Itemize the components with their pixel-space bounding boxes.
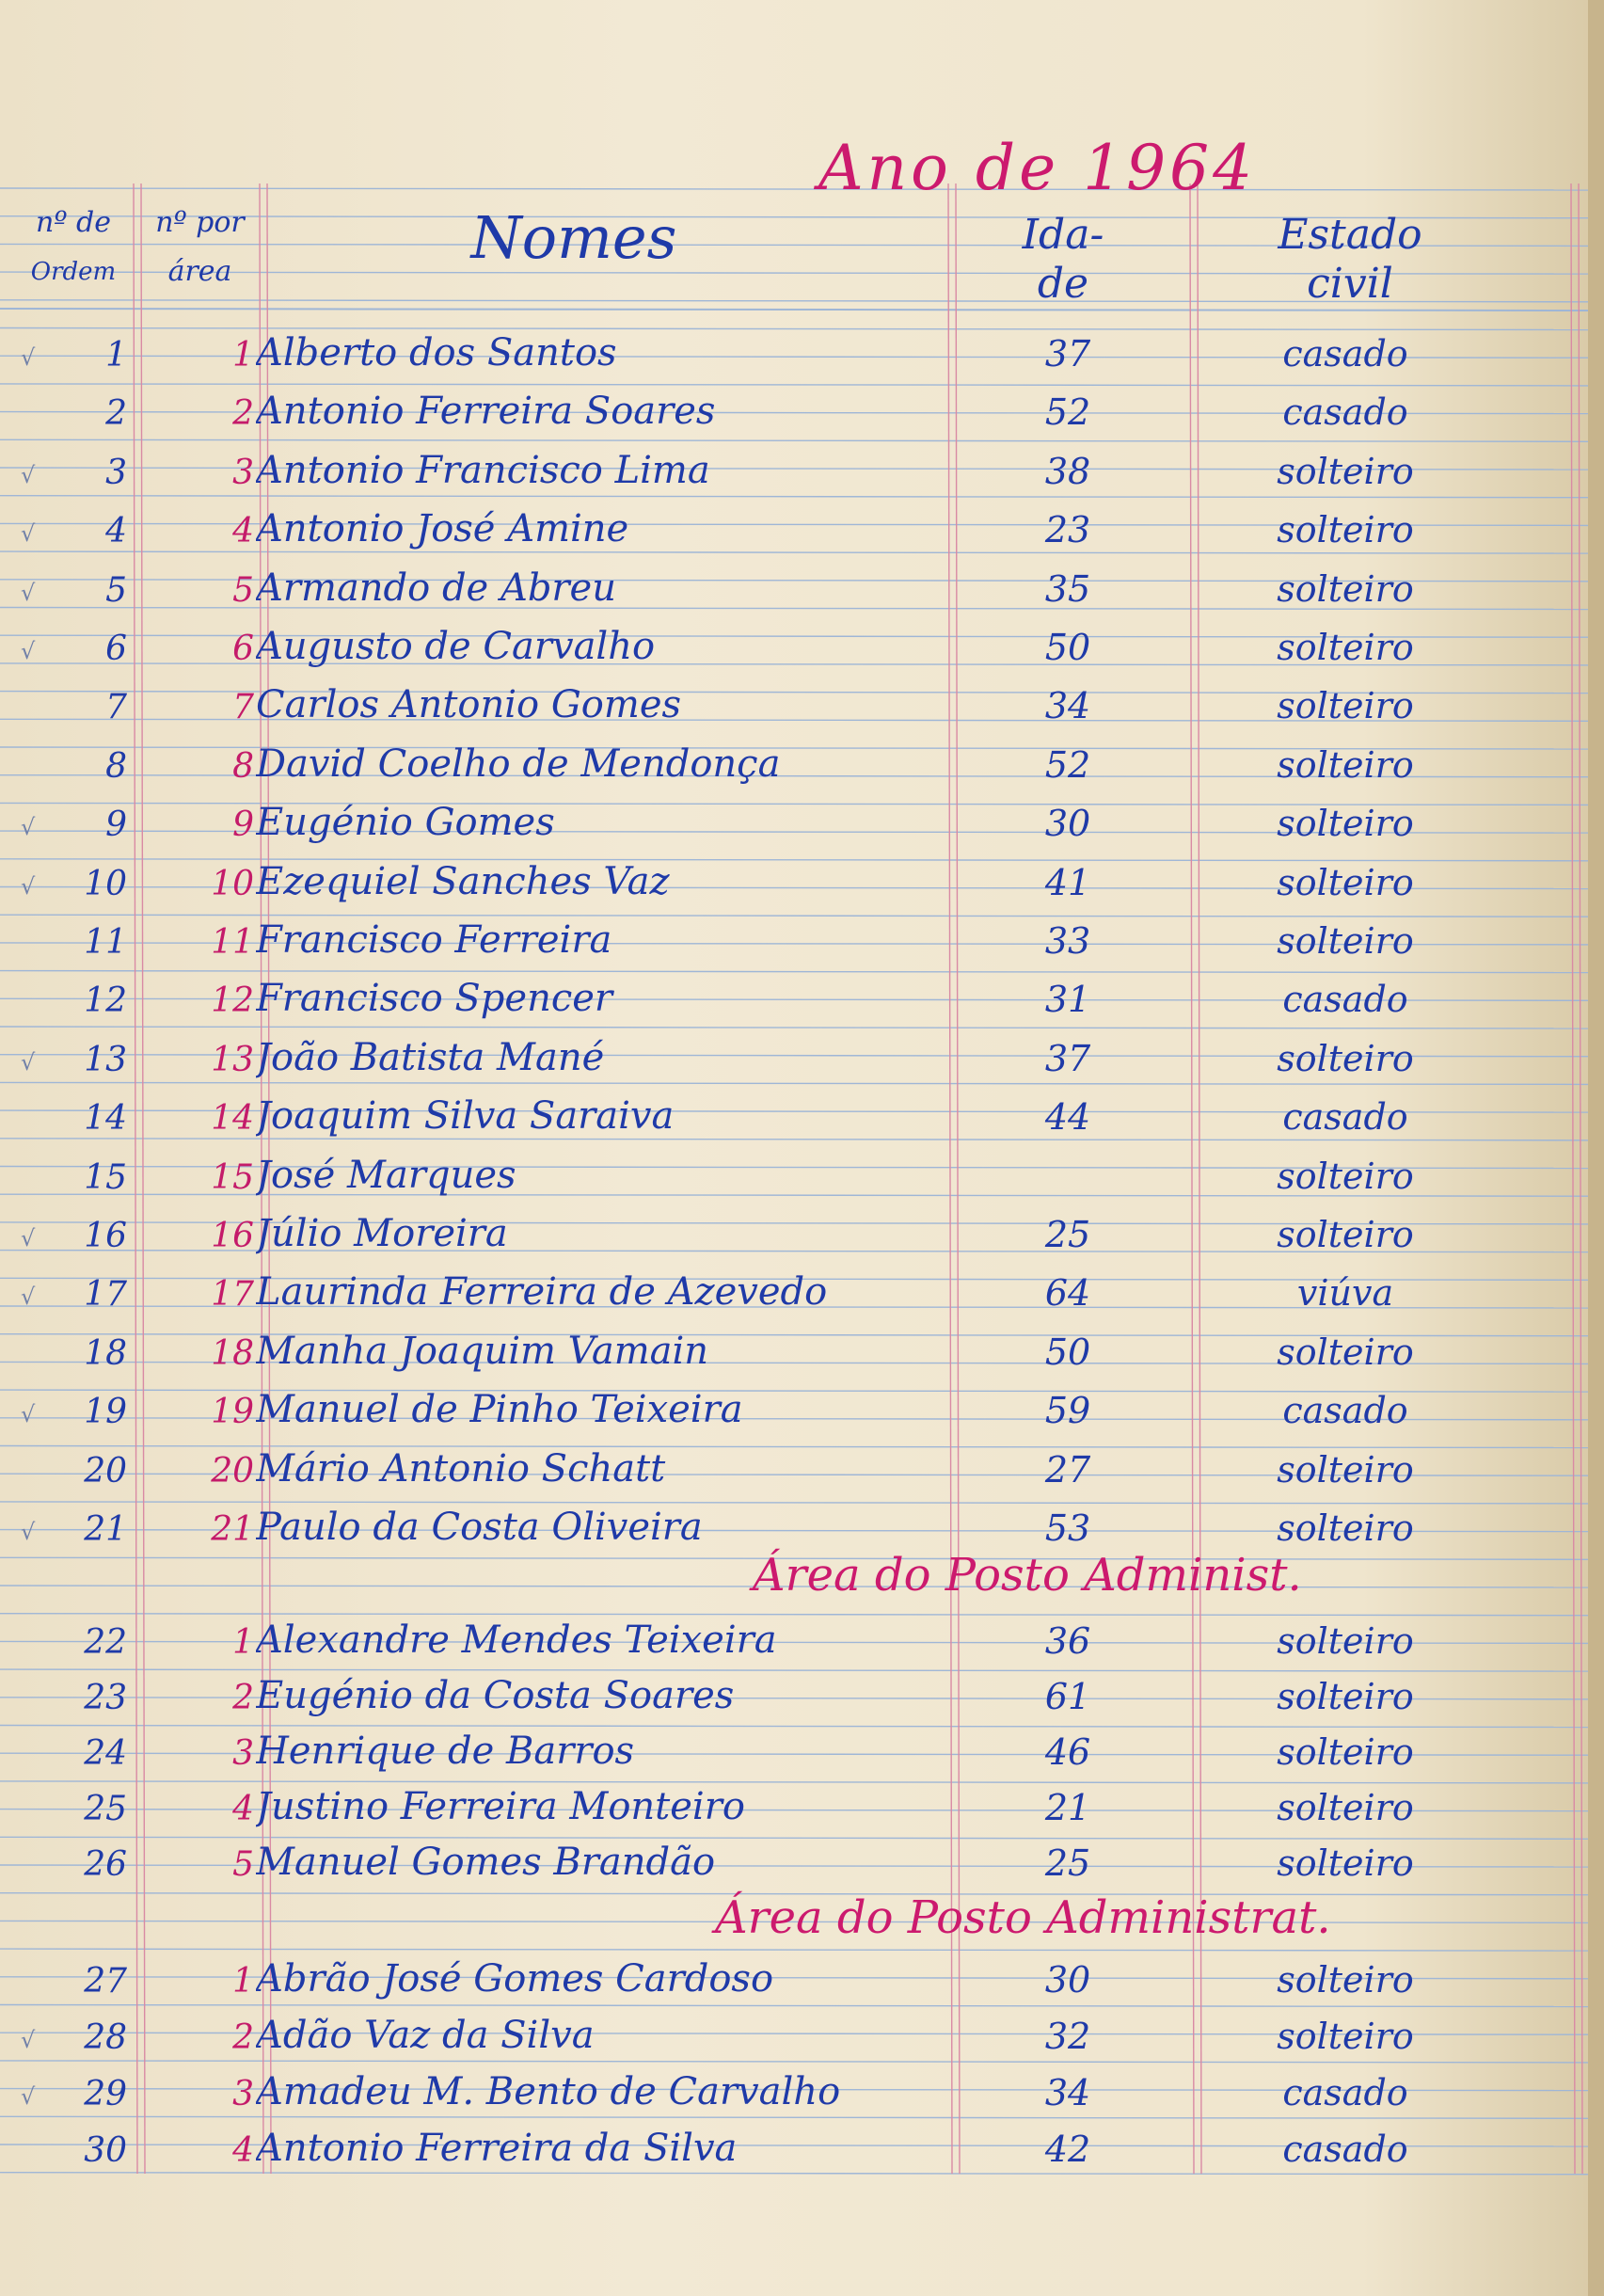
civil-status: solteiro (1277, 1842, 1414, 1884)
order-number: 7 (105, 688, 127, 727)
age-value: 41 (1044, 861, 1091, 903)
person-name: Antonio Ferreira Soares (256, 390, 716, 434)
civil-status: solteiro (1277, 1620, 1414, 1662)
order-number: 29 (84, 2075, 127, 2113)
table-row (0, 1726, 1604, 1778)
age-value: 21 (1044, 1787, 1091, 1828)
order-number: 3 (105, 453, 127, 492)
civil-status: solteiro (1277, 567, 1414, 610)
age-value: 27 (1044, 1448, 1091, 1491)
table-row (0, 1615, 1604, 1667)
civil-status: casado (1282, 391, 1408, 434)
order-number: 1 (105, 336, 127, 375)
civil-status: solteiro (1277, 627, 1414, 668)
check-mark-icon: √ (21, 872, 36, 900)
area-number: 4 (232, 1790, 254, 1828)
order-number: 16 (84, 1217, 127, 1255)
header-area-line2: área (167, 255, 232, 288)
table-row (0, 2123, 1604, 2176)
civil-status: solteiro (1277, 450, 1414, 492)
table-row (0, 386, 1604, 438)
page-title: Ano de 1964 (818, 132, 1257, 204)
order-number: 12 (84, 981, 127, 1021)
civil-status: viúva (1296, 1272, 1394, 1315)
civil-status: solteiro (1277, 1155, 1414, 1197)
civil-status: solteiro (1277, 1037, 1414, 1079)
person-name: Francisco Ferreira (256, 918, 612, 962)
area-number: 16 (211, 1217, 254, 1255)
order-number: 8 (105, 746, 127, 786)
area-number: 5 (232, 1845, 254, 1884)
age-value: 59 (1044, 1390, 1091, 1432)
table-row (0, 1502, 1604, 1555)
check-mark-icon: √ (21, 814, 36, 841)
person-name: Manuel de Pinho Teixeira (256, 1388, 743, 1432)
age-value: 30 (1044, 1959, 1091, 2001)
table-row (0, 1953, 1604, 2006)
age-value: 36 (1044, 1620, 1091, 1662)
civil-status: solteiro (1277, 1507, 1414, 1549)
civil-status: solteiro (1277, 1214, 1414, 1255)
area-number: 7 (232, 688, 254, 727)
age-value: 25 (1044, 1842, 1091, 1884)
header-civil-line2: civil (1307, 260, 1393, 308)
check-mark-icon: √ (21, 1284, 36, 1311)
person-name: Ezequiel Sanches Vaz (256, 859, 670, 903)
horizontal-rule (0, 1949, 1590, 1951)
area-number: 1 (232, 1962, 254, 2001)
age-value: 25 (1044, 1214, 1091, 1255)
civil-status: solteiro (1277, 1676, 1414, 1717)
table-row (0, 739, 1604, 791)
civil-status: solteiro (1277, 803, 1414, 845)
order-number: 6 (105, 630, 127, 668)
header-order-line1: nº de (36, 206, 111, 239)
civil-status: solteiro (1277, 1787, 1414, 1828)
table-row (0, 1837, 1604, 1889)
person-name: José Marques (256, 1153, 516, 1197)
civil-status: solteiro (1277, 861, 1414, 903)
person-name: Antonio José Amine (256, 507, 629, 551)
civil-status: solteiro (1277, 743, 1414, 786)
order-number: 13 (84, 1040, 127, 1079)
table-row (0, 1267, 1604, 1319)
civil-status: solteiro (1277, 920, 1414, 962)
order-number: 24 (84, 1734, 127, 1773)
area-number: 18 (211, 1333, 254, 1373)
person-name: Manha Joaquim Vamain (256, 1329, 709, 1373)
area-number: 17 (211, 1275, 254, 1315)
area-number: 8 (232, 746, 254, 786)
check-mark-icon: √ (21, 2027, 36, 2053)
area-number: 14 (211, 1099, 254, 1139)
person-name: Carlos Antonio Gomes (256, 683, 682, 727)
area-number: 21 (211, 1510, 254, 1549)
person-name: Augusto de Carvalho (256, 625, 656, 668)
order-number: 21 (84, 1510, 127, 1549)
age-value: 34 (1044, 2072, 1091, 2113)
person-name: Antonio Ferreira da Silva (256, 2127, 738, 2170)
table-row (0, 1032, 1604, 1085)
horizontal-rule (0, 439, 1590, 441)
area-number: 1 (232, 336, 254, 375)
person-name: Henrique de Barros (256, 1730, 635, 1773)
area-number: 2 (232, 1679, 254, 1717)
area-number: 6 (232, 630, 254, 668)
header-order-line2: Ordem (30, 258, 117, 286)
civil-status: solteiro (1277, 1731, 1414, 1773)
check-mark-icon: √ (21, 1048, 36, 1076)
civil-status: solteiro (1277, 1959, 1414, 2001)
civil-status: casado (1282, 333, 1408, 375)
area-number: 4 (232, 2131, 254, 2170)
area-number: 3 (232, 1734, 254, 1773)
order-number: 23 (84, 1679, 127, 1717)
header-name: Nomes (470, 203, 677, 272)
age-value: 46 (1044, 1731, 1091, 1773)
age-value: 34 (1044, 685, 1091, 727)
table-row (0, 445, 1604, 498)
header-order (8, 206, 139, 286)
table-row (0, 1781, 1604, 1834)
table-row (0, 797, 1604, 850)
age-value: 50 (1044, 1331, 1091, 1373)
person-name: Laurinda Ferreira de Azevedo (256, 1270, 828, 1315)
person-name: Júlio Moreira (256, 1212, 508, 1255)
age-value: 32 (1044, 2016, 1091, 2057)
check-mark-icon: √ (21, 1225, 36, 1252)
age-value: 61 (1044, 1676, 1091, 1717)
age-value: 30 (1044, 803, 1091, 845)
area-number: 9 (232, 805, 254, 845)
table-row (0, 1208, 1604, 1261)
order-number: 25 (84, 1790, 127, 1828)
person-name: Justino Ferreira Monteiro (256, 1785, 745, 1828)
order-number: 15 (84, 1157, 127, 1197)
age-value: 52 (1044, 391, 1091, 434)
age-value: 33 (1044, 920, 1091, 962)
order-number: 9 (105, 805, 127, 845)
check-mark-icon: √ (21, 344, 36, 371)
table-row (0, 856, 1604, 909)
age-value: 44 (1044, 1096, 1091, 1139)
person-name: Antonio Francisco Lima (256, 448, 710, 492)
order-number: 11 (84, 923, 127, 962)
horizontal-rule (0, 188, 1590, 190)
order-number: 17 (84, 1275, 127, 1315)
horizontal-rule (0, 971, 1590, 973)
person-name: Manuel Gomes Brandão (256, 1841, 716, 1884)
order-number: 4 (105, 512, 127, 551)
check-mark-icon: √ (21, 1519, 36, 1545)
person-name: Mário Antonio Schatt (256, 1446, 666, 1491)
table-row (0, 563, 1604, 615)
table-row (0, 679, 1604, 732)
civil-status: solteiro (1277, 685, 1414, 727)
person-name: Paulo da Costa Oliveira (256, 1506, 703, 1549)
age-value: 38 (1044, 450, 1091, 492)
person-name: Joaquim Silva Saraiva (256, 1094, 675, 1139)
header-age (969, 211, 1157, 308)
age-value: 37 (1044, 333, 1091, 375)
civil-status: casado (1282, 2072, 1408, 2113)
age-value: 64 (1044, 1272, 1091, 1315)
age-value: 37 (1044, 1037, 1091, 1079)
person-name: Armando de Abreu (256, 566, 616, 610)
civil-status: casado (1282, 1390, 1408, 1432)
civil-status: casado (1282, 979, 1408, 1021)
check-mark-icon: √ (21, 520, 36, 548)
order-number: 20 (84, 1451, 127, 1491)
check-mark-icon: √ (21, 1401, 36, 1428)
area-number: 11 (211, 923, 254, 962)
age-value: 50 (1044, 627, 1091, 668)
header-area-line1: nº por (155, 206, 245, 239)
header-age-line1: Ida- (1022, 211, 1104, 259)
table-row (0, 1150, 1604, 1203)
check-mark-icon: √ (21, 638, 36, 664)
person-name: Francisco Spencer (256, 977, 613, 1021)
area-number: 2 (232, 2018, 254, 2057)
area-number: 3 (232, 2075, 254, 2113)
area-number: 15 (211, 1157, 254, 1197)
table-row (0, 1384, 1604, 1437)
order-number: 30 (84, 2131, 127, 2170)
header-civil-line1: Estado (1278, 211, 1422, 259)
civil-status: solteiro (1277, 1331, 1414, 1373)
table-row (0, 1670, 1604, 1723)
area-number: 19 (211, 1393, 254, 1432)
section-heading-posto-2: Área do Posto Administrat. (715, 1891, 1331, 1944)
table-row (0, 973, 1604, 1026)
table-row (0, 915, 1604, 967)
order-number: 14 (84, 1099, 127, 1139)
check-mark-icon: √ (21, 579, 36, 606)
table-row (0, 1443, 1604, 1496)
section-heading-posto-1: Área do Posto Administ. (753, 1549, 1302, 1602)
order-number: 28 (84, 2018, 127, 2057)
person-name: Abrão José Gomes Cardoso (256, 1957, 774, 2001)
person-name: Amadeu M. Bento de Carvalho (256, 2070, 841, 2113)
civil-status: solteiro (1277, 2016, 1414, 2057)
check-mark-icon: √ (21, 2083, 36, 2110)
table-row (0, 327, 1604, 380)
person-name: Adão Vaz da Silva (256, 2014, 595, 2057)
order-number: 19 (84, 1393, 127, 1432)
table-row (0, 1091, 1604, 1143)
person-name: João Batista Mané (256, 1035, 605, 1079)
order-number: 22 (84, 1623, 127, 1662)
table-row (0, 2066, 1604, 2119)
area-number: 13 (211, 1040, 254, 1079)
area-number: 10 (211, 864, 254, 903)
area-number: 2 (232, 394, 254, 434)
header-civil (1199, 211, 1501, 308)
age-value: 42 (1044, 2129, 1091, 2170)
table-row (0, 621, 1604, 674)
civil-status: solteiro (1277, 1448, 1414, 1491)
age-value: 35 (1044, 567, 1091, 610)
area-number: 3 (232, 453, 254, 492)
civil-status: casado (1282, 2129, 1408, 2170)
civil-status: casado (1282, 1096, 1408, 1139)
civil-status: solteiro (1277, 509, 1414, 551)
order-number: 5 (105, 570, 127, 610)
person-name: Alexandre Mendes Teixeira (256, 1618, 777, 1662)
age-value: 53 (1044, 1507, 1091, 1549)
check-mark-icon: √ (21, 461, 36, 488)
order-number: 2 (105, 394, 127, 434)
person-name: Eugénio da Costa Soares (256, 1674, 735, 1717)
area-number: 20 (211, 1451, 254, 1491)
area-number: 5 (232, 570, 254, 610)
horizontal-rule (0, 1027, 1590, 1028)
age-value: 31 (1044, 979, 1091, 1021)
person-name: Eugénio Gomes (256, 801, 555, 845)
area-number: 1 (232, 1623, 254, 1662)
table-row (0, 2010, 1604, 2063)
area-number: 12 (211, 981, 254, 1021)
person-name: David Coelho de Mendonça (256, 741, 781, 786)
order-number: 18 (84, 1333, 127, 1373)
area-number: 4 (232, 512, 254, 551)
person-name: Alberto dos Santos (256, 331, 617, 375)
header-area (141, 206, 259, 288)
header-age-line2: de (1037, 260, 1089, 308)
header-rule (0, 309, 1590, 311)
age-value: 52 (1044, 743, 1091, 786)
table-row (0, 503, 1604, 556)
order-number: 26 (84, 1845, 127, 1884)
order-number: 27 (84, 1962, 127, 2001)
order-number: 10 (84, 864, 127, 903)
table-row (0, 1326, 1604, 1379)
age-value: 23 (1044, 509, 1091, 551)
